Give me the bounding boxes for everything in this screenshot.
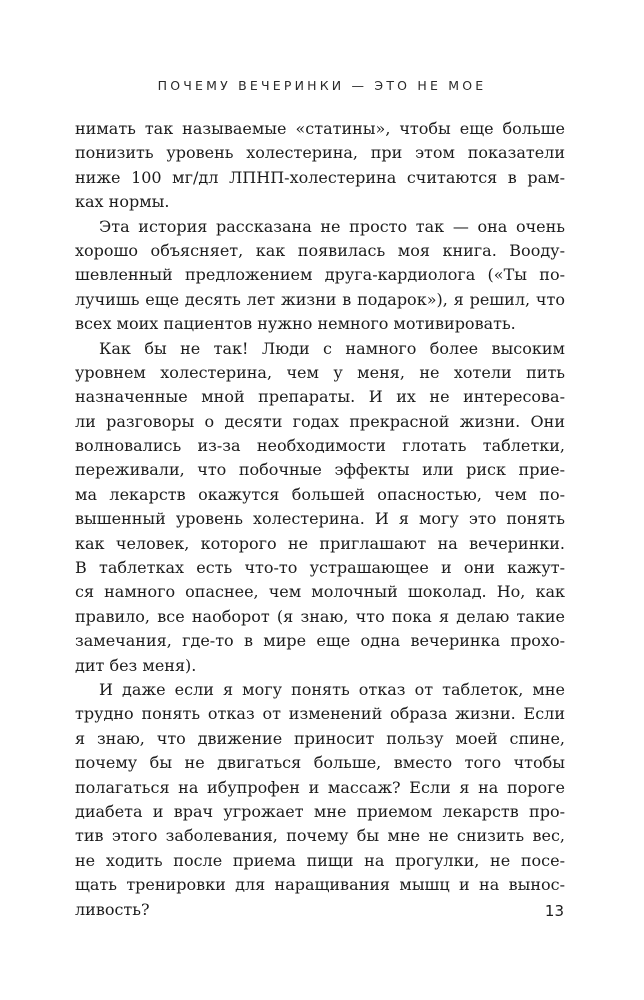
text-line: трудно понять отказ от изменений образа жизни. Если	[75, 704, 565, 724]
paragraph-2	[75, 215, 565, 337]
text-line: диабета и врач угрожает мне приемом лекарств про-	[75, 801, 565, 821]
text-line: ли разговоры о десяти годах прекрасной жизни. Они	[75, 411, 565, 431]
text-line: В таблетках есть что-то устрашающее и они кажут-	[75, 558, 565, 578]
text-line: шевленный предложением друга-кардиолога («Ты по-	[75, 265, 565, 285]
text-line: замечания, где-то в мире еще одна вечеринка прохо-	[75, 631, 565, 651]
text-line: ниже 100 мг/дл ЛПНП-холестерина считаются в рам-	[75, 167, 565, 187]
text-line: назначенные мной препараты. И их не интересова-	[75, 387, 565, 407]
text-line: уровнем холестерина, чем у меня, не хотели пить	[75, 362, 565, 382]
text-line: понизить уровень холестерина, при этом показатели	[75, 143, 565, 163]
text-line: всех моих пациентов нужно немного мотивировать.	[75, 314, 516, 334]
text-line: тив этого заболевания, почему бы мне не снизить вес,	[75, 826, 565, 846]
text-line: ках нормы.	[75, 192, 170, 212]
text-line: я знаю, что движение приносит пользу моей спине,	[75, 728, 565, 748]
text-line: Эта история рассказана не просто так — она очень	[99, 216, 565, 236]
text-line: волновались из-за необходимости глотать таблетки,	[75, 436, 565, 456]
text-line: хорошо объясняет, как появилась моя книга. Вооду-	[75, 240, 565, 260]
paragraph-3	[75, 337, 565, 678]
text-line: И даже если я могу понять отказ от таблеток, мне	[99, 679, 565, 699]
text-line: нимать так называемые «статины», чтобы еще больше	[75, 119, 565, 138]
text-line: правило, все наоборот (я знаю, что пока я делаю такие	[75, 606, 565, 626]
paragraph-4	[75, 678, 565, 922]
text-line: не ходить после приема пищи на прогулки, не посе-	[75, 850, 565, 870]
paragraph-1	[75, 117, 565, 215]
text-line: почему бы не двигаться больше, вместо того чтобы	[75, 753, 565, 773]
text-line: ливость?	[75, 899, 150, 919]
text-line: Как бы не так! Люди с намного более высоким	[99, 338, 565, 358]
text-line: щать тренировки для наращивания мышц и на вынос-	[75, 875, 565, 895]
text-line: полагаться на ибупрофен и массаж? Если я на пороге	[75, 777, 565, 797]
text-line: лучишь еще десять лет жизни в подарок»), я решил, что	[75, 289, 565, 309]
text-line: ся намного опаснее, чем молочный шоколад. Но, как	[75, 582, 565, 602]
text-line: как человек, которого не приглашают на вечеринки.	[75, 533, 565, 553]
text-line: ма лекарств окажутся большей опасностью, чем по-	[75, 484, 565, 504]
body-text	[75, 117, 565, 922]
text-line: вышенный уровень холестерина. И я могу это понять	[75, 509, 565, 529]
text-line: дит без меня).	[75, 655, 197, 675]
running-head: ПОЧЕМУ ВЕЧЕРИНКИ — ЭТО НЕ МОЕ	[157, 78, 487, 93]
text-line: переживали, что побочные эффекты или риск прие-	[75, 460, 565, 480]
page-number: 13	[544, 902, 564, 920]
